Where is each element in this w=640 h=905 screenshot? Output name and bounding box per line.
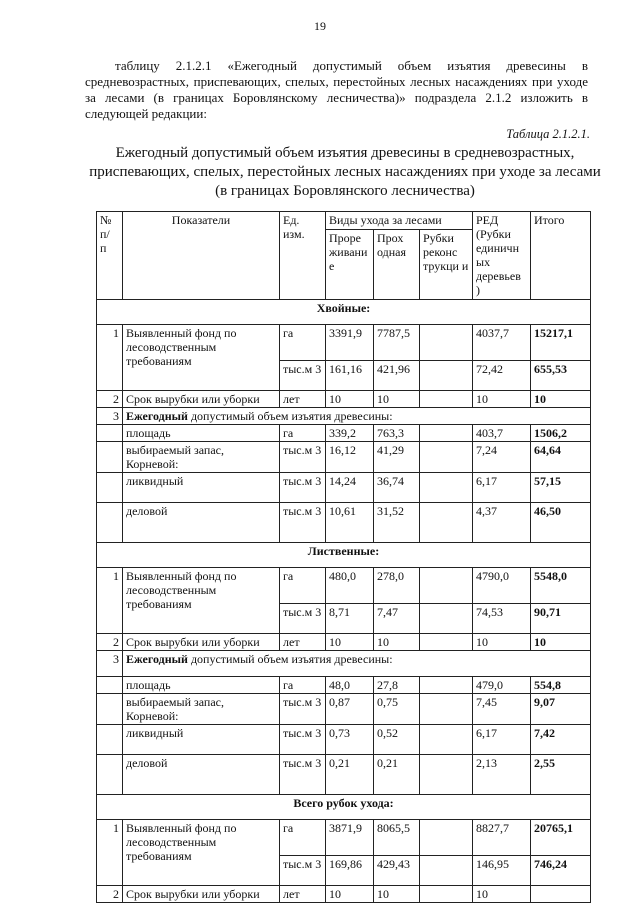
value-cell: 14,24: [326, 473, 374, 503]
row-label: деловой: [123, 503, 280, 543]
unit-cell: га: [280, 568, 326, 604]
value-cell: [420, 425, 473, 442]
value-cell: [420, 634, 473, 651]
empty-cell: [97, 442, 123, 473]
value-cell: 48,0: [326, 677, 374, 694]
unit-cell: тыс.м 3: [280, 694, 326, 725]
value-cell: 7787,5: [374, 325, 420, 361]
value-cell: [420, 820, 473, 856]
unit-cell: тыс.м 3: [280, 856, 326, 886]
unit-cell: тыс.м 3: [280, 725, 326, 755]
row-label: деловой: [123, 755, 280, 795]
value-cell: [531, 886, 591, 903]
value-cell: 90,71: [531, 604, 591, 634]
row-label: [123, 651, 591, 677]
value-cell: 763,3: [374, 425, 420, 442]
row-label: [123, 408, 591, 425]
value-cell: 8827,7: [473, 820, 531, 856]
value-cell: 46,50: [531, 503, 591, 543]
value-cell: 31,52: [374, 503, 420, 543]
row-number: 2: [97, 634, 123, 651]
value-cell: 10: [531, 391, 591, 408]
value-cell: 10: [473, 634, 531, 651]
row-label: ликвидный: [123, 473, 280, 503]
section-title: Хвойные:: [97, 300, 591, 325]
value-cell: 2,13: [473, 755, 531, 795]
value-cell: [420, 886, 473, 903]
value-cell: 10: [326, 391, 374, 408]
row-number: 3: [97, 651, 123, 677]
row-label: площадь: [123, 425, 280, 442]
value-cell: 10: [374, 391, 420, 408]
unit-cell: лет: [280, 634, 326, 651]
value-cell: 10: [531, 634, 591, 651]
intro-paragraph: таблицу 2.1.2.1 «Ежегодный допустимый объем изъятия древесины в средневозрастных, приспевающих, спелых, перестойных лесных насаждениях при уходе за лесами (в границах Боровлянскому лесничества)» подраздела 2.1.2 изложить в следующей редакции:: [85, 58, 588, 121]
value-cell: 146,95: [473, 856, 531, 886]
value-cell: 6,17: [473, 473, 531, 503]
value-cell: 4037,7: [473, 325, 531, 361]
row-number: 3: [97, 408, 123, 425]
header-thinning: Проре живани е: [326, 230, 374, 300]
empty-cell: [97, 725, 123, 755]
value-cell: 429,43: [374, 856, 420, 886]
value-cell: [420, 503, 473, 543]
unit-cell: тыс.м 3: [280, 604, 326, 634]
value-cell: 7,42: [531, 725, 591, 755]
value-cell: 421,96: [374, 361, 420, 391]
annual-bold: Ежегодный: [126, 409, 188, 423]
unit-cell: га: [280, 425, 326, 442]
header-passage: Прох одная: [374, 230, 420, 300]
value-cell: 10: [326, 634, 374, 651]
row-label: Выявленный фонд по лесоводственным требованиям: [123, 820, 280, 886]
value-cell: [420, 725, 473, 755]
value-cell: 3391,9: [326, 325, 374, 361]
value-cell: 41,29: [374, 442, 420, 473]
value-cell: 5548,0: [531, 568, 591, 604]
value-cell: 403,7: [473, 425, 531, 442]
value-cell: 161,16: [326, 361, 374, 391]
annual-rest: допустимый объем изъятия древесины:: [187, 409, 393, 423]
unit-cell: тыс.м 3: [280, 442, 326, 473]
value-cell: 480,0: [326, 568, 374, 604]
value-cell: 20765,1: [531, 820, 591, 856]
value-cell: 4790,0: [473, 568, 531, 604]
page-number: 19: [314, 19, 326, 33]
empty-cell: [97, 425, 123, 442]
value-cell: [420, 361, 473, 391]
value-cell: 6,17: [473, 725, 531, 755]
value-cell: [420, 391, 473, 408]
row-label: выбираемый запас, Корневой:: [123, 694, 280, 725]
value-cell: 746,24: [531, 856, 591, 886]
unit-cell: га: [280, 677, 326, 694]
value-cell: 0,75: [374, 694, 420, 725]
value-cell: 0,21: [374, 755, 420, 795]
value-cell: 10: [473, 886, 531, 903]
value-cell: [420, 473, 473, 503]
value-cell: 1506,2: [531, 425, 591, 442]
row-number: 2: [97, 391, 123, 408]
value-cell: 10: [374, 886, 420, 903]
value-cell: 0,73: [326, 725, 374, 755]
value-cell: 554,8: [531, 677, 591, 694]
annual-bold: Ежегодный: [126, 652, 188, 666]
row-label: ликвидный: [123, 725, 280, 755]
table-title: Ежегодный допустимый объем изъятия древесины в средневозрастных, приспевающих, спелых, перестойных лесных насаждениях при уходе за лесами (в границах Боровлянского лесничества): [89, 145, 601, 199]
unit-cell: га: [280, 820, 326, 856]
value-cell: [420, 442, 473, 473]
value-cell: 0,21: [326, 755, 374, 795]
unit-cell: тыс.м 3: [280, 503, 326, 543]
value-cell: 10,61: [326, 503, 374, 543]
value-cell: 16,12: [326, 442, 374, 473]
value-cell: [420, 325, 473, 361]
value-cell: 8,71: [326, 604, 374, 634]
row-number: 1: [97, 820, 123, 886]
value-cell: 74,53: [473, 604, 531, 634]
value-cell: 655,53: [531, 361, 591, 391]
value-cell: 15217,1: [531, 325, 591, 361]
value-cell: 9,07: [531, 694, 591, 725]
unit-cell: тыс.м 3: [280, 473, 326, 503]
value-cell: 3871,9: [326, 820, 374, 856]
row-label: Срок вырубки или уборки: [123, 391, 280, 408]
row-label: Срок вырубки или уборки: [123, 634, 280, 651]
empty-cell: [97, 694, 123, 725]
value-cell: 8065,5: [374, 820, 420, 856]
row-label: Выявленный фонд по лесоводственным требованиям: [123, 568, 280, 634]
value-cell: [420, 568, 473, 604]
value-cell: 57,15: [531, 473, 591, 503]
unit-cell: лет: [280, 886, 326, 903]
row-label: Выявленный фонд по лесоводственным требованиям: [123, 325, 280, 391]
value-cell: 7,45: [473, 694, 531, 725]
header-unit: Ед. изм.: [280, 212, 326, 300]
row-number: 1: [97, 568, 123, 634]
value-cell: 2,55: [531, 755, 591, 795]
empty-cell: [97, 677, 123, 694]
value-cell: 7,24: [473, 442, 531, 473]
value-cell: [420, 755, 473, 795]
value-cell: 7,47: [374, 604, 420, 634]
value-cell: [420, 677, 473, 694]
value-cell: [420, 856, 473, 886]
value-cell: 10: [326, 886, 374, 903]
value-cell: 479,0: [473, 677, 531, 694]
section-title: Лиственные:: [97, 543, 591, 568]
value-cell: 72,42: [473, 361, 531, 391]
value-cell: 339,2: [326, 425, 374, 442]
value-cell: 27,8: [374, 677, 420, 694]
value-cell: [420, 604, 473, 634]
header-reconstruction: Рубки реконс трукци и: [420, 230, 473, 300]
value-cell: [420, 694, 473, 725]
empty-cell: [97, 503, 123, 543]
empty-cell: [97, 473, 123, 503]
row-label: выбираемый запас, Корневой:: [123, 442, 280, 473]
harvest-table: [96, 211, 591, 903]
unit-cell: тыс.м 3: [280, 361, 326, 391]
header-indicators: Показатели: [123, 212, 280, 300]
value-cell: 10: [374, 634, 420, 651]
unit-cell: лет: [280, 391, 326, 408]
section-title: Всего рубок ухода:: [97, 795, 591, 820]
header-num: № п/ п: [97, 212, 123, 300]
row-label: Срок вырубки или уборки: [123, 886, 280, 903]
value-cell: 169,86: [326, 856, 374, 886]
value-cell: 36,74: [374, 473, 420, 503]
header-red: РЕД (Рубки единичн ых деревьев ): [473, 212, 531, 300]
value-cell: 278,0: [374, 568, 420, 604]
value-cell: 10: [473, 391, 531, 408]
header-total: Итого: [531, 212, 591, 300]
row-number: 2: [97, 886, 123, 903]
value-cell: 0,52: [374, 725, 420, 755]
unit-cell: тыс.м 3: [280, 755, 326, 795]
row-label: площадь: [123, 677, 280, 694]
annual-rest: допустимый объем изъятия древесины:: [187, 652, 393, 666]
empty-cell: [97, 755, 123, 795]
value-cell: 64,64: [531, 442, 591, 473]
value-cell: 0,87: [326, 694, 374, 725]
row-number: 1: [97, 325, 123, 391]
unit-cell: га: [280, 325, 326, 361]
table-caption: Таблица 2.1.2.1.: [506, 127, 590, 141]
header-care-types: Виды ухода за лесами: [326, 212, 473, 230]
value-cell: 4,37: [473, 503, 531, 543]
